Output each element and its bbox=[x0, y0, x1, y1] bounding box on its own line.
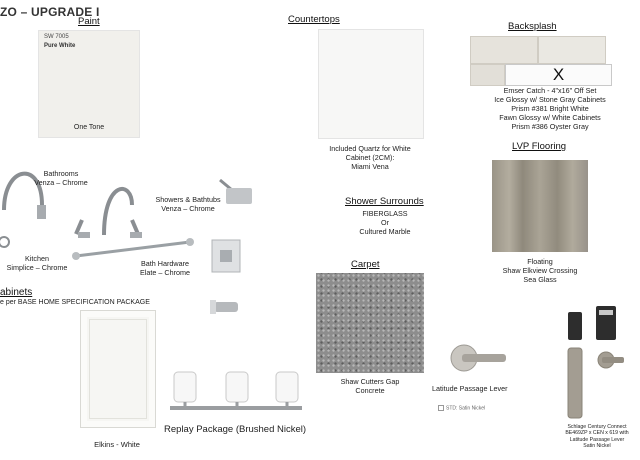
kitchen-caption bbox=[2, 254, 72, 272]
lighting-caption: Replay Package (Brushed Nickel) bbox=[164, 424, 307, 435]
lvp-caption bbox=[470, 257, 610, 284]
carpet-sample bbox=[316, 273, 424, 373]
bathroom-faucet-icon bbox=[76, 189, 142, 238]
backsplash-caption-line: Ice Glossy w/ Stone Gray Cabinets bbox=[494, 95, 606, 104]
std-note-text: STD: Satin Nickel bbox=[446, 405, 486, 412]
schlage-caption-line: BE469ZP x CEN x 619 with bbox=[565, 430, 629, 437]
shower-surrounds-caption-line: FIBERGLASS bbox=[362, 209, 408, 218]
backsplash-caption-line: Prism #381 Bright White bbox=[511, 104, 589, 113]
schlage-caption-line: Schlage Century Connect bbox=[567, 424, 627, 430]
shower-surrounds-heading: Shower Surrounds bbox=[345, 196, 424, 207]
vanity-light-fixture-icon bbox=[168, 366, 308, 422]
bathrooms-caption bbox=[26, 169, 96, 187]
shower-surrounds-caption-line: Or bbox=[381, 218, 389, 227]
cabinets-note: e per BASE HOME SPECIFICATION PACKAGE bbox=[0, 299, 150, 306]
backsplash-heading: Backsplash bbox=[508, 21, 557, 32]
countertops-caption-line: Cabinet (2CM): bbox=[345, 153, 395, 162]
schlage-caption bbox=[554, 424, 640, 450]
countertops-caption bbox=[300, 144, 440, 171]
schlage-caption-line: Satin Nickel bbox=[583, 443, 611, 450]
lvp-caption-line: Sea Glass bbox=[523, 275, 557, 284]
countertop-sample bbox=[318, 29, 424, 139]
shower-surrounds-caption-line: Cultured Marble bbox=[359, 227, 411, 236]
cabinet-caption: Elkins - White bbox=[94, 440, 140, 449]
fixture-caption-line: Venza – Chrome bbox=[161, 204, 215, 213]
passage-lever-icon bbox=[448, 338, 508, 378]
fixture-caption-line: Bathrooms bbox=[43, 169, 79, 178]
backsplash-caption-line: Prism #386 Oyster Gray bbox=[511, 122, 589, 131]
lvp-caption-line: Shaw Elkview Crossing bbox=[502, 266, 578, 275]
paint-swatch-name: Pure White bbox=[44, 43, 76, 49]
smart-lock-handleset-icon bbox=[562, 302, 628, 420]
checkbox-icon bbox=[438, 405, 444, 411]
schlage-caption-line: Latitude Passage Lever bbox=[569, 436, 625, 443]
lvp-caption-line: Floating bbox=[527, 257, 553, 266]
backsplash-caption bbox=[470, 86, 630, 131]
page-title: ZO – UPGRADE I bbox=[0, 5, 100, 19]
countertops-heading: Countertops bbox=[288, 14, 340, 25]
tub-spout-icon bbox=[210, 300, 238, 314]
paint-swatch bbox=[38, 30, 140, 138]
fixture-caption-line: Venza – Chrome bbox=[34, 178, 88, 187]
std-note bbox=[438, 405, 485, 411]
backsplash-tile-sample bbox=[470, 36, 612, 84]
lever-caption: Latitude Passage Lever bbox=[432, 384, 508, 393]
carpet-caption-line: Shaw Cutters Gap bbox=[340, 377, 400, 386]
shower-surrounds-caption bbox=[330, 209, 440, 236]
backsplash-caption-line: Emser Catch - 4"x16" Off Set bbox=[503, 86, 597, 95]
showers-caption bbox=[148, 195, 228, 213]
fixture-caption-line: Bath Hardware bbox=[141, 259, 189, 268]
carpet-caption bbox=[300, 377, 440, 395]
shower-valve-icon bbox=[212, 240, 240, 272]
fixture-caption-line: Showers & Bathtubs bbox=[155, 195, 221, 204]
lvp-sample bbox=[492, 160, 588, 252]
backsplash-mark: X bbox=[505, 64, 612, 86]
paint-tone: One Tone bbox=[73, 124, 105, 131]
fixture-caption-line: Elate – Chrome bbox=[140, 268, 190, 277]
lvp-heading: LVP Flooring bbox=[512, 141, 567, 152]
towel-bar-icon bbox=[72, 238, 194, 260]
paint-heading: Paint bbox=[78, 16, 100, 27]
bath-hardware-caption bbox=[130, 259, 200, 277]
countertops-caption-line: Included Quartz for White bbox=[329, 144, 411, 153]
cabinets-heading: abinets bbox=[0, 287, 33, 298]
fixture-caption-line: Kitchen bbox=[25, 254, 49, 263]
cabinet-door-sample bbox=[80, 310, 156, 428]
paint-swatch-code: SW 7005 bbox=[44, 34, 69, 40]
countertops-caption-line: Miami Vena bbox=[351, 162, 389, 171]
fixture-caption-line: Simplice – Chrome bbox=[6, 263, 68, 272]
backsplash-caption-line: Fawn Glossy w/ White Cabinets bbox=[499, 113, 601, 122]
carpet-caption-line: Concrete bbox=[355, 386, 385, 395]
carpet-heading: Carpet bbox=[351, 259, 380, 270]
